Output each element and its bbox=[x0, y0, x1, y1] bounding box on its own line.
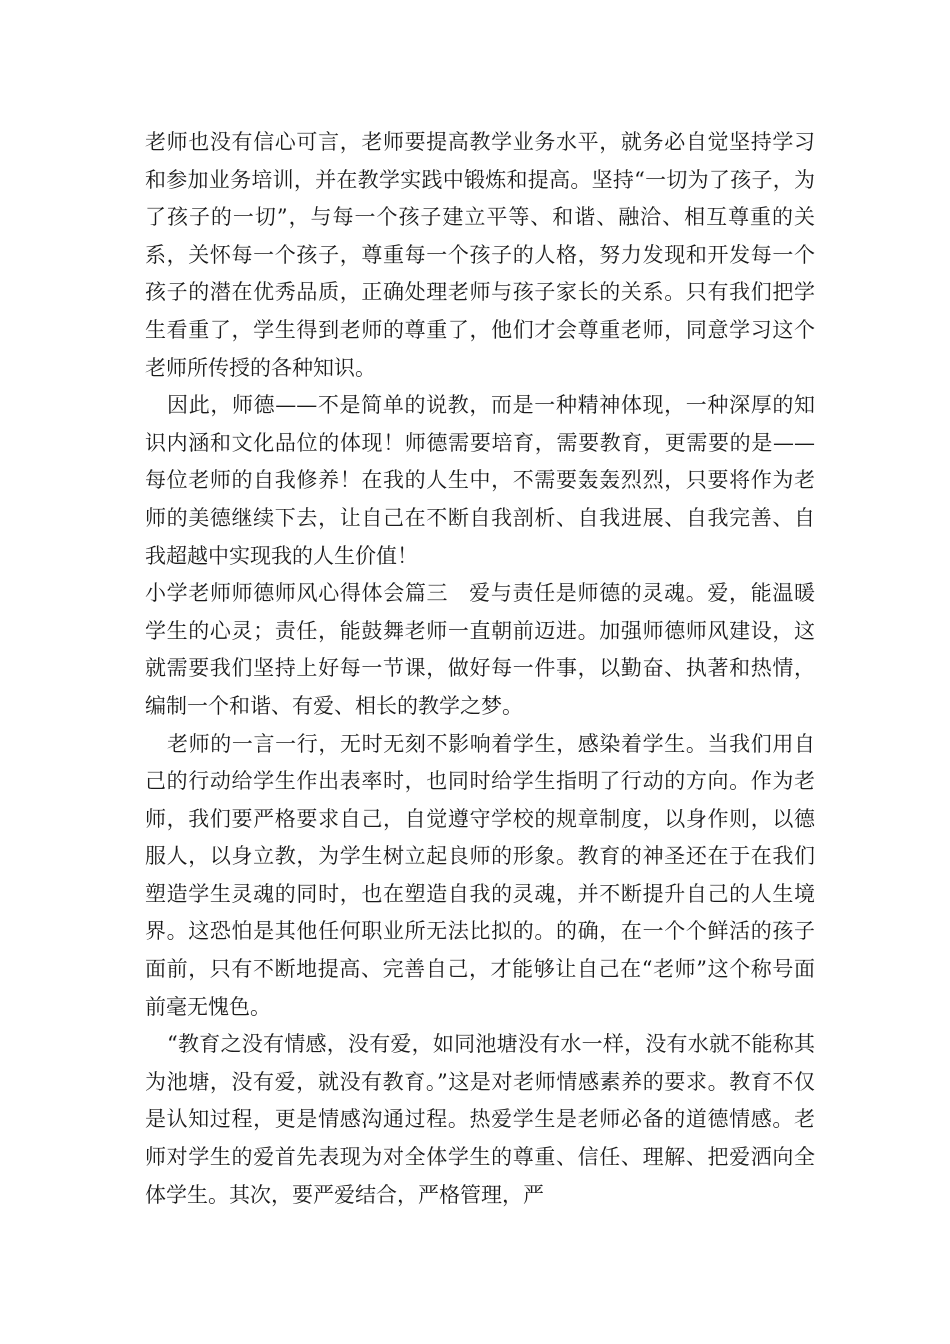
paragraph-3 bbox=[145, 575, 815, 725]
paragraph-1 bbox=[145, 124, 815, 387]
document-body bbox=[145, 124, 815, 1214]
paragraph-5-text: “教育之没有情感，没有爱，如同池塘没有水一样，没有水就不能称其为池塘，没有爱，就没有教育。”这是对老师情感素养的要求。教育不仅是认知过程，更是情感沟通过程。热爱学生是老师必备的道德情感。老师对学生的爱首先表现为对全体学生的尊重、信任、理解、把爱洒向全体学生。其次，要严爱结合，严格管理，严 bbox=[145, 1032, 815, 1207]
paragraph-1-text: 老师也没有信心可言，老师要提高教学业务水平，就务必自觉坚持学习和参加业务培训，并在教学实践中锻炼和提高。坚持“一切为了孩子，为了孩子的一切”，与每一个孩子建立平等、和谐、融洽、相互尊重的关系，关怀每一个孩子，尊重每一个孩子的人格，努力发现和开发每一个孩子的潜在优秀品质，正确处理老师与孩子家长的关系。只有我们把学生看重了，学生得到老师的尊重了，他们才会尊重老师，同意学习这个老师所传授的各种知识。 bbox=[145, 130, 815, 380]
paragraph-4 bbox=[145, 726, 815, 1027]
section-title: 小学老师师德师风心得体会篇三 bbox=[145, 581, 449, 606]
paragraph-5 bbox=[145, 1026, 815, 1214]
paragraph-2-text: 因此，师德——不是简单的说教，而是一种精神体现，一种深厚的知识内涵和文化品位的体现！师德需要培育，需要教育，更需要的是——每位老师的自我修养！在我的人生中，不需要轰轰烈烈，只要将作为老师的美德继续下去，让自己在不断自我剖析、自我进展、自我完善、自我超越中实现我的人生价值！ bbox=[145, 393, 815, 568]
paragraph-2 bbox=[145, 387, 815, 575]
paragraph-4-text: 老师的一言一行，无时无刻不影响着学生，感染着学生。当我们用自己的行动给学生作出表率时，也同时给学生指明了行动的方向。作为老师，我们要严格要求自己，自觉遵守学校的规章制度，以身作则，以德服人，以身立教，为学生树立起良师的形象。教育的神圣还在于在我们塑造学生灵魂的同时，也在塑造自我的灵魂，并不断提升自己的人生境界。这恐怕是其他任何职业所无法比拟的。的确，在一个个鲜活的孩子面前，只有不断地提高、完善自己，才能够让自己在“老师”这个称号面前毫无愧色。 bbox=[145, 731, 815, 1019]
paragraph-3-text: 爱与责任是师德的灵魂。爱，能温暖学生的心灵；责任，能鼓舞老师一直朝前迈进。加强师德师风建设，这就需要我们坚持上好每一节课，做好每一件事，以勤奋、执著和热情，编制一个和谐、有爱、相长的教学之梦。 bbox=[145, 581, 815, 718]
